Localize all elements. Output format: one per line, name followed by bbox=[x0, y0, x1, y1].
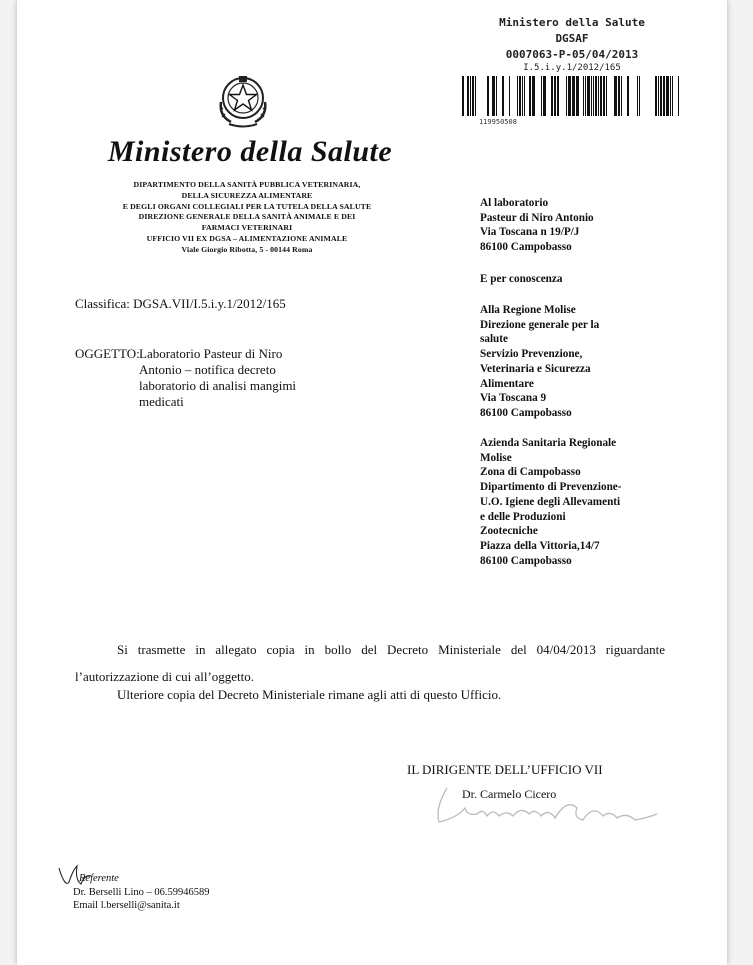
subject-text bbox=[139, 346, 349, 410]
stamp-protocol-number: 0007063-P-05/04/2013 bbox=[505, 48, 639, 61]
recipient-line: Zona di Campobasso bbox=[480, 466, 581, 479]
letter-page bbox=[17, 0, 727, 965]
recipient-line: salute bbox=[480, 333, 508, 346]
dept-line: DIREZIONE GENERALE DELLA SANITÀ ANIMALE E DEI bbox=[138, 212, 356, 222]
barcode-icon bbox=[460, 76, 684, 118]
subject-line: laboratorio di analisi mangimi bbox=[139, 378, 297, 393]
signatory-name: Dr. Carmelo Cicero bbox=[462, 787, 557, 801]
recipient-line: Alimentare bbox=[480, 377, 534, 390]
subject-line: Laboratorio Pasteur di Niro bbox=[139, 346, 283, 361]
dept-address: Viale Giorgio Ribotta, 5 - 00144 Roma bbox=[181, 244, 313, 254]
recipient-line: Alla Regione Molise bbox=[480, 304, 576, 316]
dept-line: UFFICIO VII EX DGSA – ALIMENTAZIONE ANIMALE bbox=[146, 233, 348, 243]
referente-name-phone: Dr. Berselli Lino – 06.59946589 bbox=[73, 886, 210, 898]
subject-line: Antonio – notifica decreto bbox=[139, 362, 276, 377]
barcode-number: 119950508 bbox=[479, 118, 517, 126]
recipient-asl bbox=[480, 436, 660, 568]
stamp-line-2: DGSAF bbox=[555, 32, 589, 45]
body-paragraph-2: Ulteriore copia del Decreto Ministeriale rimane agli atti di questo Ufficio. bbox=[117, 687, 502, 702]
dept-line: FARMACI VETERINARI bbox=[201, 223, 293, 233]
protocol-stamp bbox=[457, 15, 687, 74]
stamp-classification: I.5.i.y.1/2012/165 bbox=[523, 63, 621, 73]
recipient-line: Servizio Prevenzione, bbox=[480, 348, 583, 361]
department-header bbox=[87, 180, 407, 256]
subject-label: OGGETTO: bbox=[75, 346, 140, 361]
dept-line: DIPARTIMENTO DELLA SANITÀ PUBBLICA VETERINARIA, bbox=[133, 180, 361, 189]
recipient-line: Piazza della Vittoria,14/7 bbox=[480, 539, 600, 552]
recipient-line: Al laboratorio bbox=[480, 197, 549, 209]
signatory-title: IL DIRIGENTE DELL’UFFICIO VII bbox=[407, 762, 603, 777]
recipient-line: Veterinaria e Sicurezza bbox=[480, 362, 591, 375]
referente-block bbox=[73, 872, 210, 913]
dept-line: E DEGLI ORGANI COLLEGIALI PER LA TUTELA DELLA SALUTE bbox=[122, 201, 372, 211]
recipient-line: Azienda Sanitaria Regionale bbox=[480, 437, 617, 449]
recipient-line: Via Toscana 9 bbox=[480, 392, 547, 405]
recipient-regione bbox=[480, 303, 660, 421]
recipient-line: Zootecniche bbox=[480, 525, 538, 538]
recipient-line: 86100 Campobasso bbox=[480, 554, 572, 567]
recipient-line: 86100 Campobasso bbox=[480, 241, 572, 254]
body-paragraph-1: Si trasmette in allegato copia in bollo del Decreto Ministeriale del 04/04/2013 riguardante l’autorizzazione di cui all’oggetto. bbox=[75, 642, 665, 684]
recipient-primary bbox=[480, 196, 660, 255]
handwritten-signature-icon bbox=[417, 778, 667, 828]
cc-label: E per conoscenza bbox=[480, 273, 563, 285]
italian-emblem-icon bbox=[215, 72, 271, 130]
recipient-line: Direzione generale per la bbox=[480, 318, 600, 331]
recipient-line: e delle Produzioni bbox=[480, 510, 566, 523]
recipient-line: Via Toscana n 19/P/J bbox=[480, 226, 580, 239]
subject-line: medicati bbox=[139, 394, 184, 409]
recipient-line: Dipartimento di Prevenzione- bbox=[480, 481, 622, 494]
referente-title: Referente bbox=[79, 873, 119, 884]
classifica: Classifica: DGSA.VII/I.5.i.y.1/2012/165 bbox=[75, 296, 286, 311]
recipient-line: U.O. Igiene degli Allevamenti bbox=[480, 495, 621, 508]
dept-line: DELLA SICUREZZA ALIMENTARE bbox=[181, 190, 313, 200]
subject-block bbox=[75, 346, 297, 409]
stamp-line-1: Ministero della Salute bbox=[499, 16, 645, 29]
recipient-line: Pasteur di Niro Antonio bbox=[480, 211, 594, 224]
recipient-line: Molise bbox=[480, 451, 512, 464]
recipient-line: 86100 Campobasso bbox=[480, 406, 572, 419]
referente-email: Email l.berselli@sanita.it bbox=[73, 900, 180, 911]
ministry-title: Ministero della Salute bbox=[107, 135, 393, 168]
